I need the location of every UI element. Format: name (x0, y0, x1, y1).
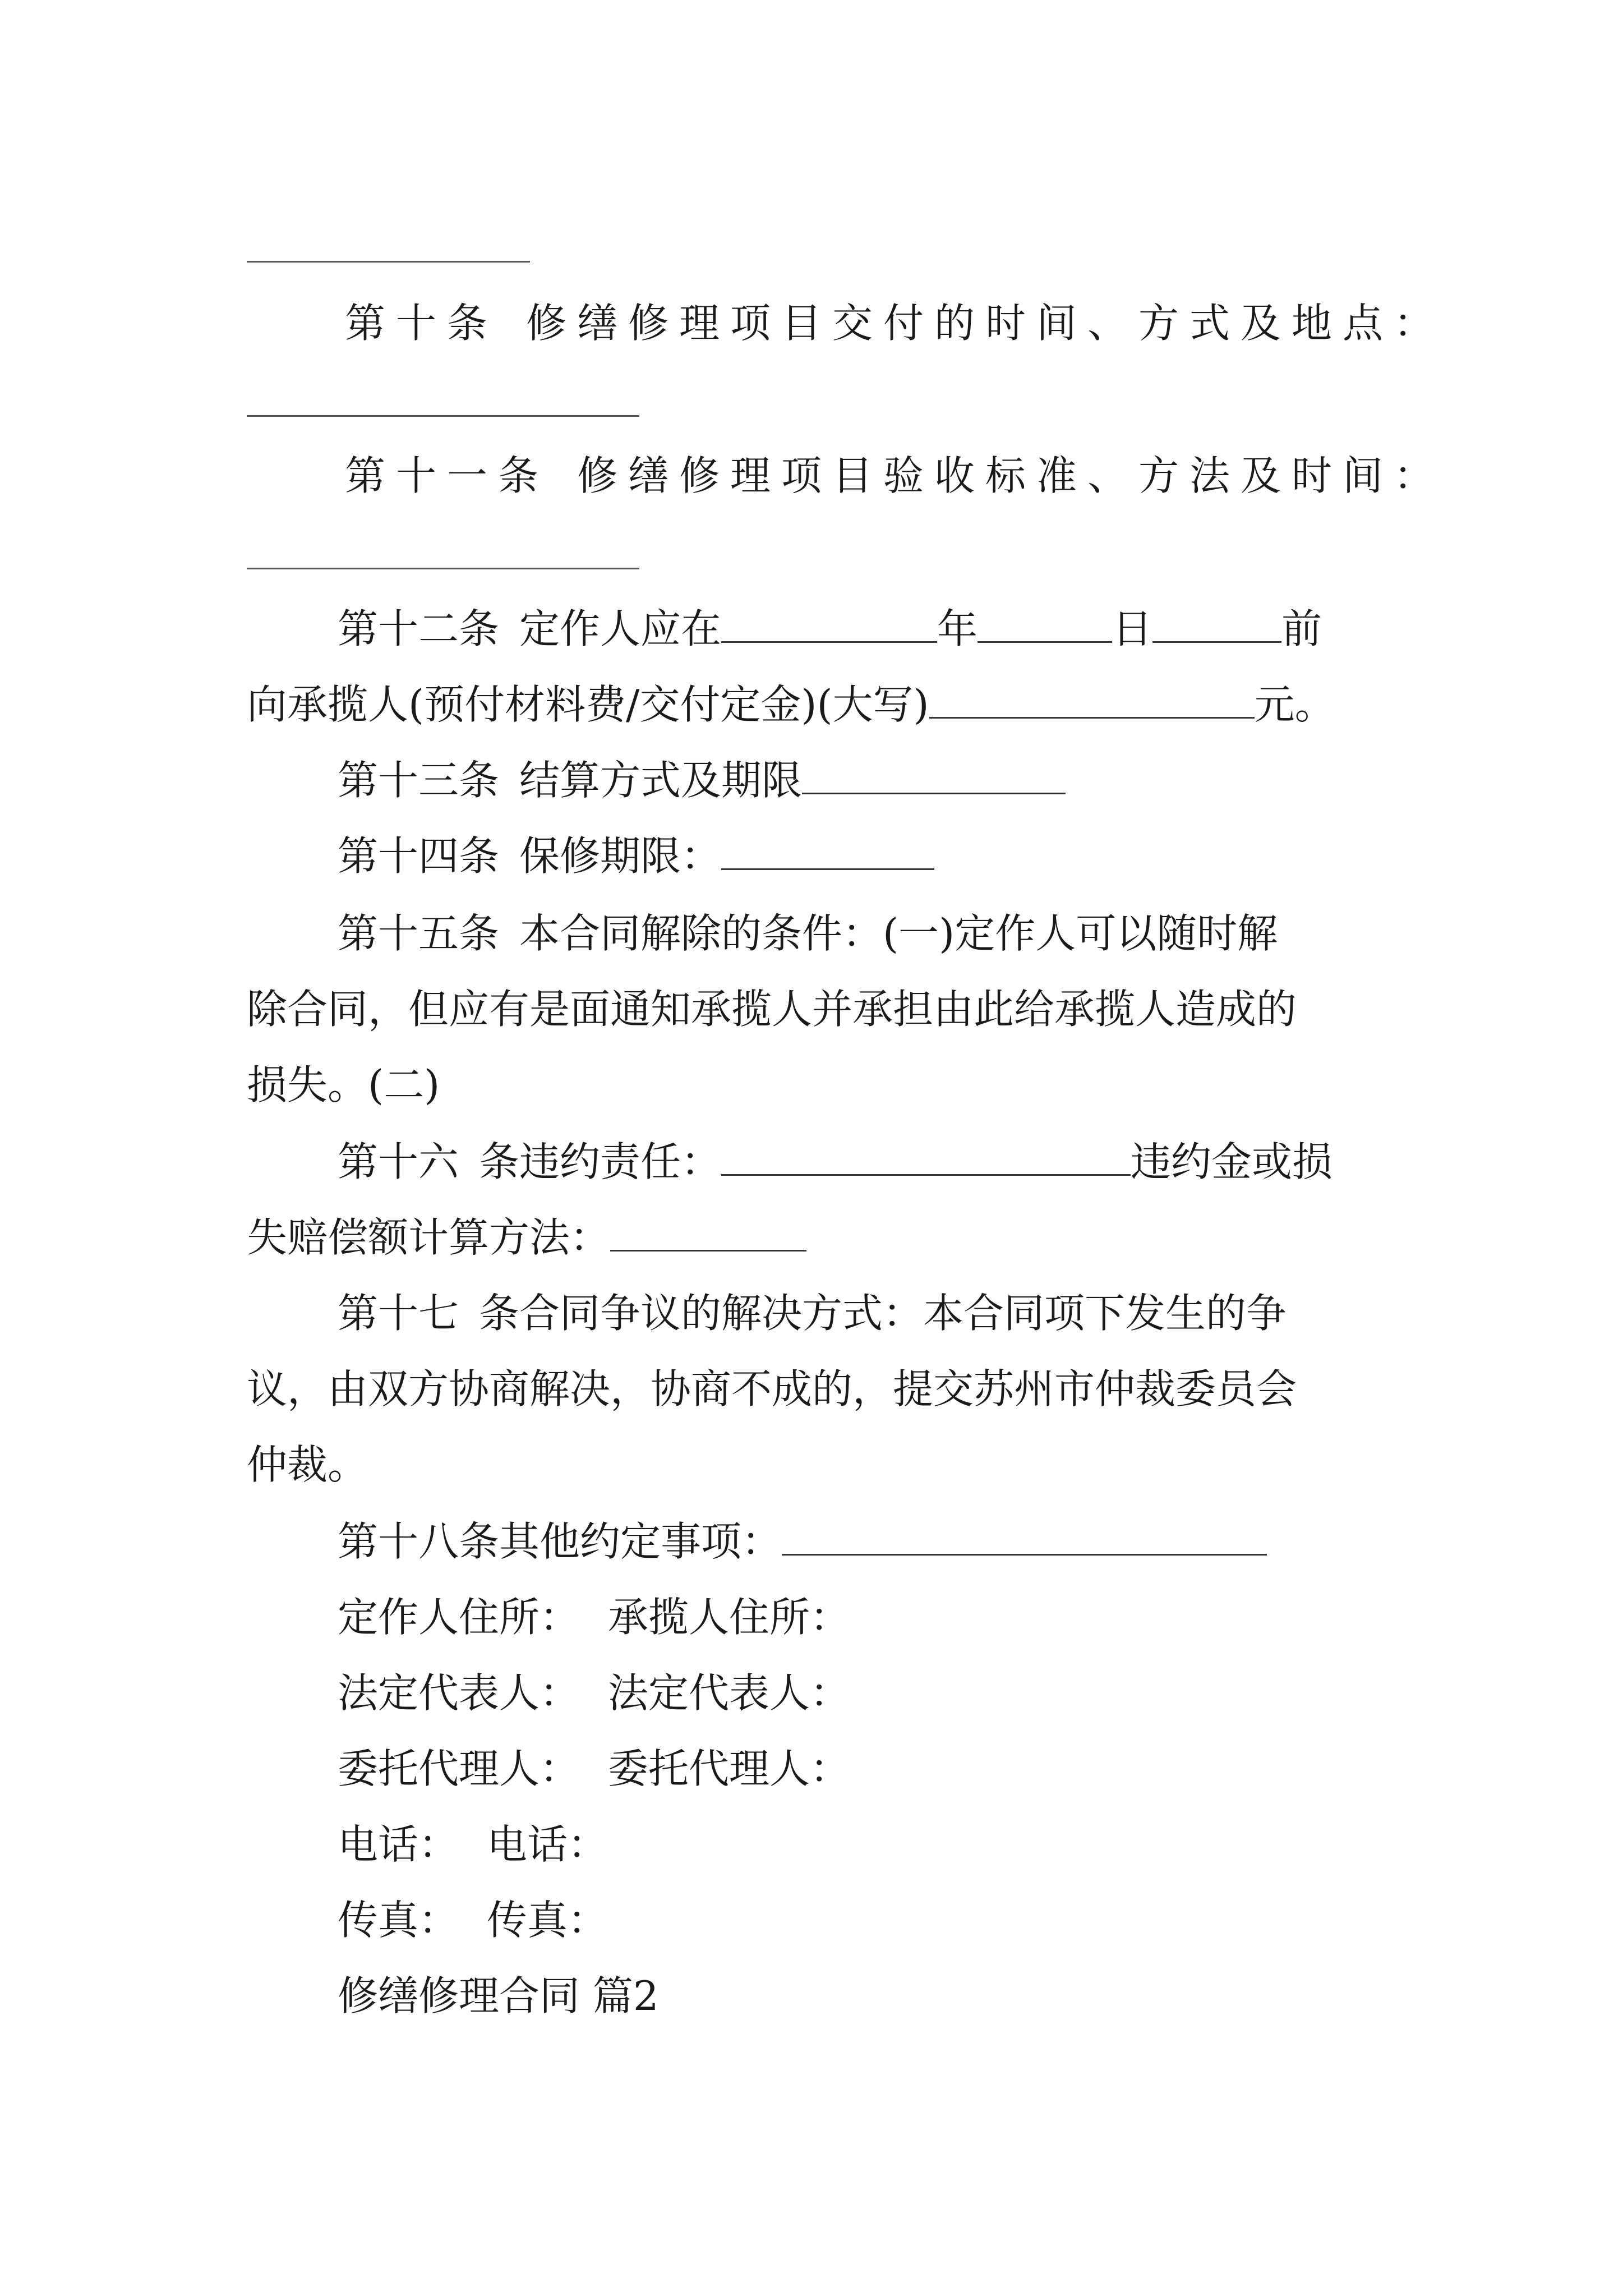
article-11-label: 第十一条 (345, 452, 550, 499)
article-12-line-1 (338, 605, 1623, 652)
article-15-line-2-text: 除合同，但应有是面通知承揽人并承担由此给承揽人造成的 (247, 986, 1297, 1033)
article-18-text: 第十八条其他约定事项： (338, 1518, 782, 1565)
article-15-line-2 (247, 986, 1623, 1033)
next-section-heading (338, 1972, 1623, 2019)
signature-row-legal-rep (338, 1669, 1623, 1717)
article-12-yuan: 元。 (1254, 681, 1335, 728)
article-10-text: 修缮修理项目交付的时间、方式及地点： (526, 300, 1445, 347)
article-15-label: 第十五条 (338, 910, 500, 957)
article-13-text: 结算方式及期限 (519, 757, 803, 804)
article-16-label: 第十六 (338, 1138, 459, 1185)
signature-row-fax (338, 1897, 1623, 1944)
signature-right-label: 法定代表人： (608, 1669, 851, 1717)
article-12-line-2-text: 向承揽人(预付材料费/交付定金)(大写) (247, 681, 929, 728)
blank-month (978, 609, 1112, 643)
blank-other-matters (782, 1521, 1267, 1556)
signature-row-agent (338, 1745, 1623, 1792)
article-16-line-1-text: 条违约责任： (479, 1138, 722, 1185)
article-15-line-3-text: 损失。(二) (247, 1061, 440, 1108)
signature-right-label: 委托代理人： (608, 1745, 851, 1792)
article-14-label: 第十四条 (338, 832, 500, 880)
signature-left-label: 法定代表人： (338, 1669, 580, 1717)
blank-rule-article-11 (247, 568, 639, 569)
article-16-line-2 (247, 1214, 1623, 1261)
article-15-line-1-text: 本合同解除的条件：(一)定作人可以随时解 (519, 910, 1278, 957)
signature-left-label: 定作人住所： (338, 1594, 580, 1641)
signature-left-label: 委托代理人： (338, 1745, 580, 1792)
article-12-day: 日 (1112, 605, 1153, 652)
blank-year (721, 609, 937, 643)
article-15-line-1 (338, 910, 1623, 957)
signature-right-label: 承揽人住所： (608, 1594, 851, 1641)
article-10-heading (345, 300, 1623, 347)
blank-rule-article-10 (247, 415, 639, 417)
article-16-line-2-text: 失赔偿额计算方法： (247, 1214, 611, 1261)
signature-right-label: 电话： (487, 1821, 608, 1868)
article-12-line-2 (247, 681, 1623, 728)
article-12-year: 年 (937, 605, 978, 652)
blank-warranty (721, 836, 934, 870)
article-14-text: 保修期限： (519, 832, 722, 880)
article-11-heading (345, 452, 1623, 499)
article-13-label: 第十三条 (338, 757, 500, 804)
article-17-label: 第十七 (338, 1290, 459, 1337)
signature-row-address (338, 1594, 1623, 1641)
blank-rule-top (247, 261, 530, 263)
article-17-line-3-text: 仲裁。 (247, 1441, 368, 1488)
article-12-before: 前 (1281, 605, 1322, 652)
blank-amount (929, 684, 1255, 719)
article-17-line-1-text: 条合同争议的解决方式：本合同项下发生的争 (479, 1290, 1287, 1337)
article-17-line-2-text: 议，由双方协商解决，协商不成的，提交苏州市仲裁委员会 (247, 1365, 1297, 1412)
blank-day (1152, 609, 1281, 643)
next-section-title: 修缮修理合同 篇2 (338, 1972, 659, 2019)
article-18 (338, 1518, 1623, 1565)
signature-left-label: 电话： (338, 1821, 459, 1868)
article-11-text: 修缮修理项目验收标准、方法及时间： (577, 452, 1445, 499)
article-17-line-1 (338, 1290, 1623, 1337)
article-16-line-1 (338, 1138, 1623, 1185)
blank-compensation (610, 1217, 806, 1251)
article-12-part1: 定作人应在 (519, 605, 722, 652)
article-10-label: 第十条 (345, 300, 499, 347)
signature-left-label: 传真： (338, 1897, 459, 1944)
article-14 (338, 832, 1623, 880)
blank-settlement (802, 760, 1066, 794)
article-13 (338, 757, 1623, 804)
article-17-line-3 (247, 1441, 1623, 1488)
blank-liability (721, 1142, 1131, 1176)
signature-row-phone (338, 1821, 1623, 1868)
article-17-line-2 (247, 1365, 1623, 1412)
article-16-line-1-end: 违约金或损 (1131, 1138, 1333, 1185)
article-15-line-3 (247, 1061, 1623, 1108)
signature-right-label: 传真： (487, 1897, 608, 1944)
article-12-label: 第十二条 (338, 605, 500, 652)
